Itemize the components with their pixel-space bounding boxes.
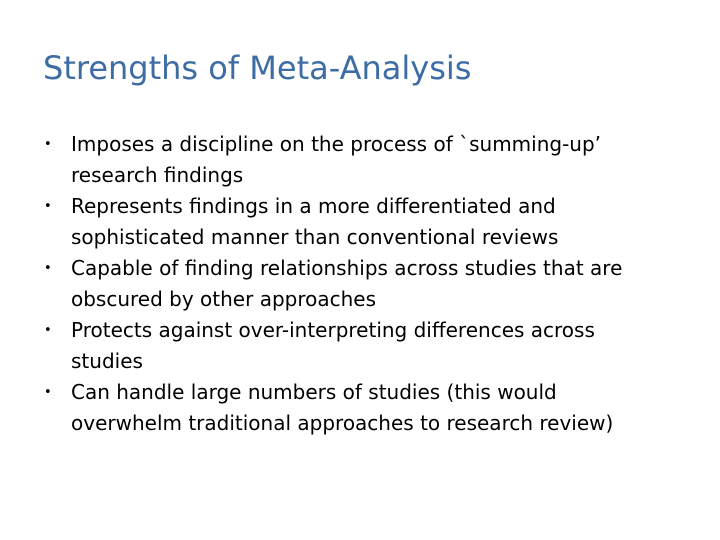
bullet-marker: • — [44, 385, 52, 400]
bullet-list — [0, 129, 720, 439]
bullet-item-over-interpreting — [0, 315, 720, 377]
bullet-marker: • — [44, 323, 52, 338]
bullet-item-large-numbers — [0, 377, 720, 439]
bullet-item-discipline — [0, 129, 720, 191]
bullet-text: Can handle large numbers of studies (this would overwhelm traditional approaches to research review) — [71, 380, 614, 435]
bullet-marker: • — [44, 261, 52, 276]
bullet-text: Represents findings in a more differentiated and sophisticated manner than conventional reviews — [71, 194, 559, 249]
bullet-text: Imposes a discipline on the process of `summing-up’ research findings — [71, 132, 602, 187]
bullet-item-differentiated — [0, 191, 720, 253]
bullet-marker: • — [44, 137, 52, 152]
slide-title: Strengths of Meta-Analysis — [43, 49, 472, 87]
bullet-text: Capable of finding relationships across studies that are obscured by other approaches — [71, 256, 623, 311]
bullet-item-relationships — [0, 253, 720, 315]
bullet-marker: • — [44, 199, 52, 214]
bullet-text: Protects against over-interpreting differences across studies — [71, 318, 595, 373]
